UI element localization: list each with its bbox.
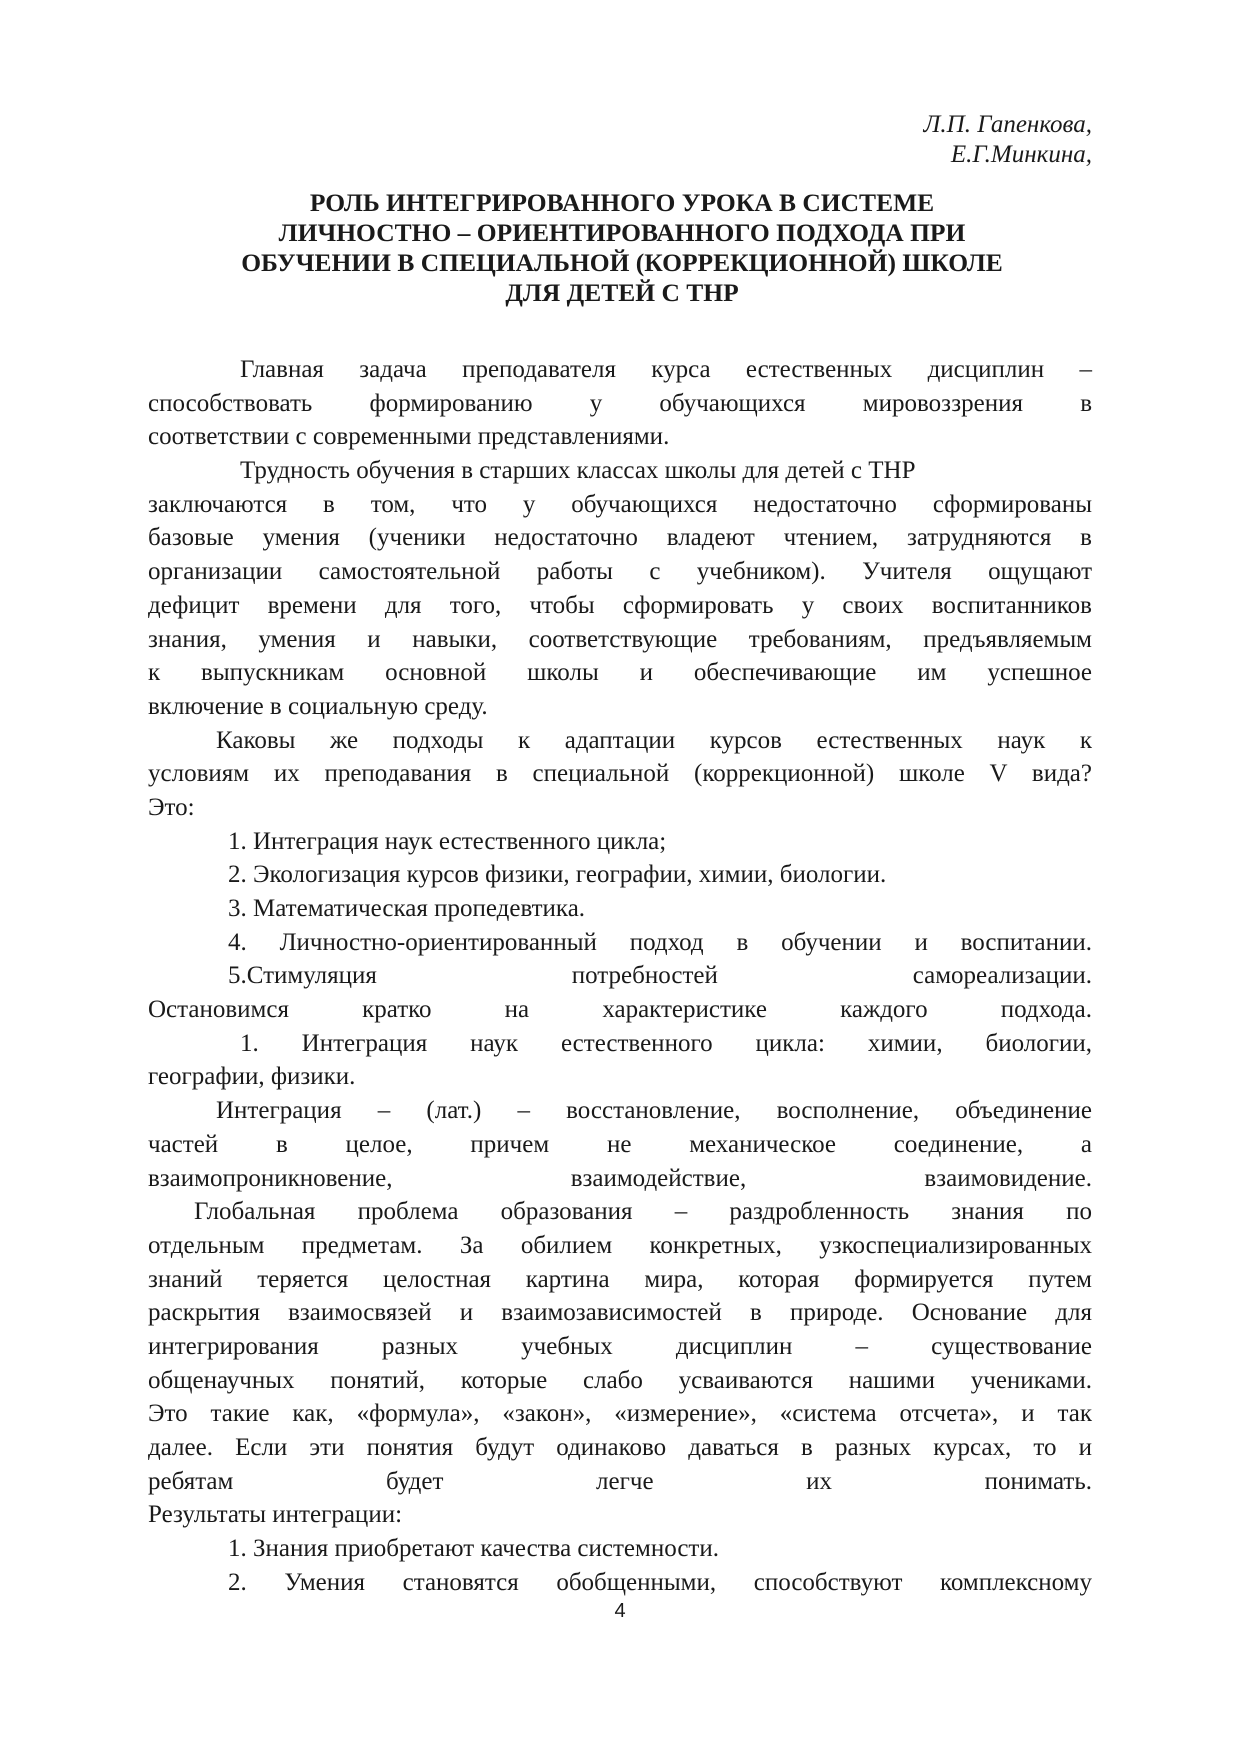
list-item: 2. Умения становятся обобщенными, способствуют комплексному: [228, 1568, 1092, 1596]
author-2: Е.Г.Минкина,: [950, 141, 1092, 168]
text-line: интегрирования разных учебных дисциплин – существование: [148, 1332, 1092, 1360]
text-line: дефицит времени для того, чтобы сформировать у своих воспитанников: [148, 591, 1092, 619]
text-line: 1. Интеграция наук естественного цикла: химии, биологии,: [240, 1029, 1092, 1057]
text-line: условиям их преподавания в специальной (коррекционной) школе V вида?: [148, 760, 1092, 788]
text-line: общенаучных понятий, которые слабо усваиваются нашими учениками.: [148, 1366, 1092, 1394]
text-line: Главная задача преподавателя курса естественных дисциплин –: [240, 356, 1092, 383]
title-line: ОБУЧЕНИИ В СПЕЦИАЛЬНОЙ (КОРРЕКЦИОННОЙ) ШКОЛЕ: [241, 248, 1003, 277]
author-1: Л.П. Гапенкова,: [923, 111, 1092, 138]
text-line: базовые умения (ученики недостаточно владеют чтением, затрудняются в: [148, 524, 1092, 552]
text-line: Это такие как, «формула», «закон», «измерение», «система отсчета», и так: [148, 1400, 1092, 1428]
text-line: знания, умения и навыки, соответствующие требованиям, предъявляемым: [148, 625, 1092, 653]
text-line: Интеграция – (лат.) – восстановление, восполнение, объединение: [216, 1097, 1092, 1125]
text-line: к выпускникам основной школы и обеспечивающие им успешное: [148, 659, 1092, 687]
list-item: 1. Интеграция наук естественного цикла;: [228, 827, 667, 855]
text-line: Результаты интеграции:: [148, 1501, 403, 1529]
text-line: Каковы же подходы к адаптации курсов естественных наук к: [216, 726, 1092, 754]
text-line: Глобальная проблема образования – раздробленность знания по: [194, 1198, 1092, 1226]
list-item: 3. Математическая пропедевтика.: [228, 895, 586, 922]
text-line: ребятам будет легче их понимать.: [148, 1467, 1092, 1495]
text-line: знаний теряется целостная картина мира, которая формируется путем: [148, 1265, 1092, 1293]
text-line: Остановимся кратко на характеристике каждого подхода.: [148, 996, 1092, 1024]
text-line: Трудность обучения в старших классах школы для детей с ТНР: [240, 457, 916, 485]
authors-block: [923, 110, 1092, 170]
text-line: далее. Если эти понятия будут одинаково даваться в разных курсах, то и: [148, 1434, 1092, 1461]
list-item: 5.Стимуляция потребностей самореализации.: [228, 962, 1092, 990]
article-body: [148, 353, 1092, 1599]
text-line: способствовать формированию у обучающихся мировоззрения в: [148, 389, 1092, 417]
text-line: географии, физики.: [148, 1063, 356, 1091]
list-item: 1. Знания приобретают качества системности.: [228, 1535, 719, 1563]
article-title: [150, 188, 1094, 308]
text-line: организации самостоятельной работы с учебником). Учителя ощущают: [148, 558, 1092, 586]
title-line: РОЛЬ ИНТЕГРИРОВАННОГО УРОКА В СИСТЕМЕ: [309, 188, 935, 217]
text-line: заключаются в том, что у обучающихся недостаточно сформированы: [148, 490, 1092, 518]
page-number: 4: [614, 1600, 626, 1622]
list-item: 2. Экологизация курсов физики, географии, химии, биологии.: [228, 861, 887, 889]
list-item: 4. Личностно-ориентированный подход в обучении и воспитании.: [228, 928, 1092, 956]
text-line: Это:: [148, 793, 195, 821]
title-line: ДЛЯ ДЕТЕЙ С ТНР: [505, 278, 739, 307]
text-line: взаимопроникновение, взаимодействие, взаимовидение.: [148, 1164, 1092, 1192]
text-line: включение в социальную среду.: [148, 692, 488, 720]
text-line: раскрытия взаимосвязей и взаимозависимостей в природе. Основание для: [148, 1299, 1092, 1327]
title-line: ЛИЧНОСТНО – ОРИЕНТИРОВАННОГО ПОДХОДА ПРИ: [278, 218, 966, 247]
text-line: частей в целое, причем не механическое соединение, а: [148, 1130, 1092, 1158]
text-line: соответствии с современными представлениями.: [148, 423, 670, 451]
text-line: отдельным предметам. За обилием конкретных, узкоспециализированных: [148, 1231, 1092, 1259]
